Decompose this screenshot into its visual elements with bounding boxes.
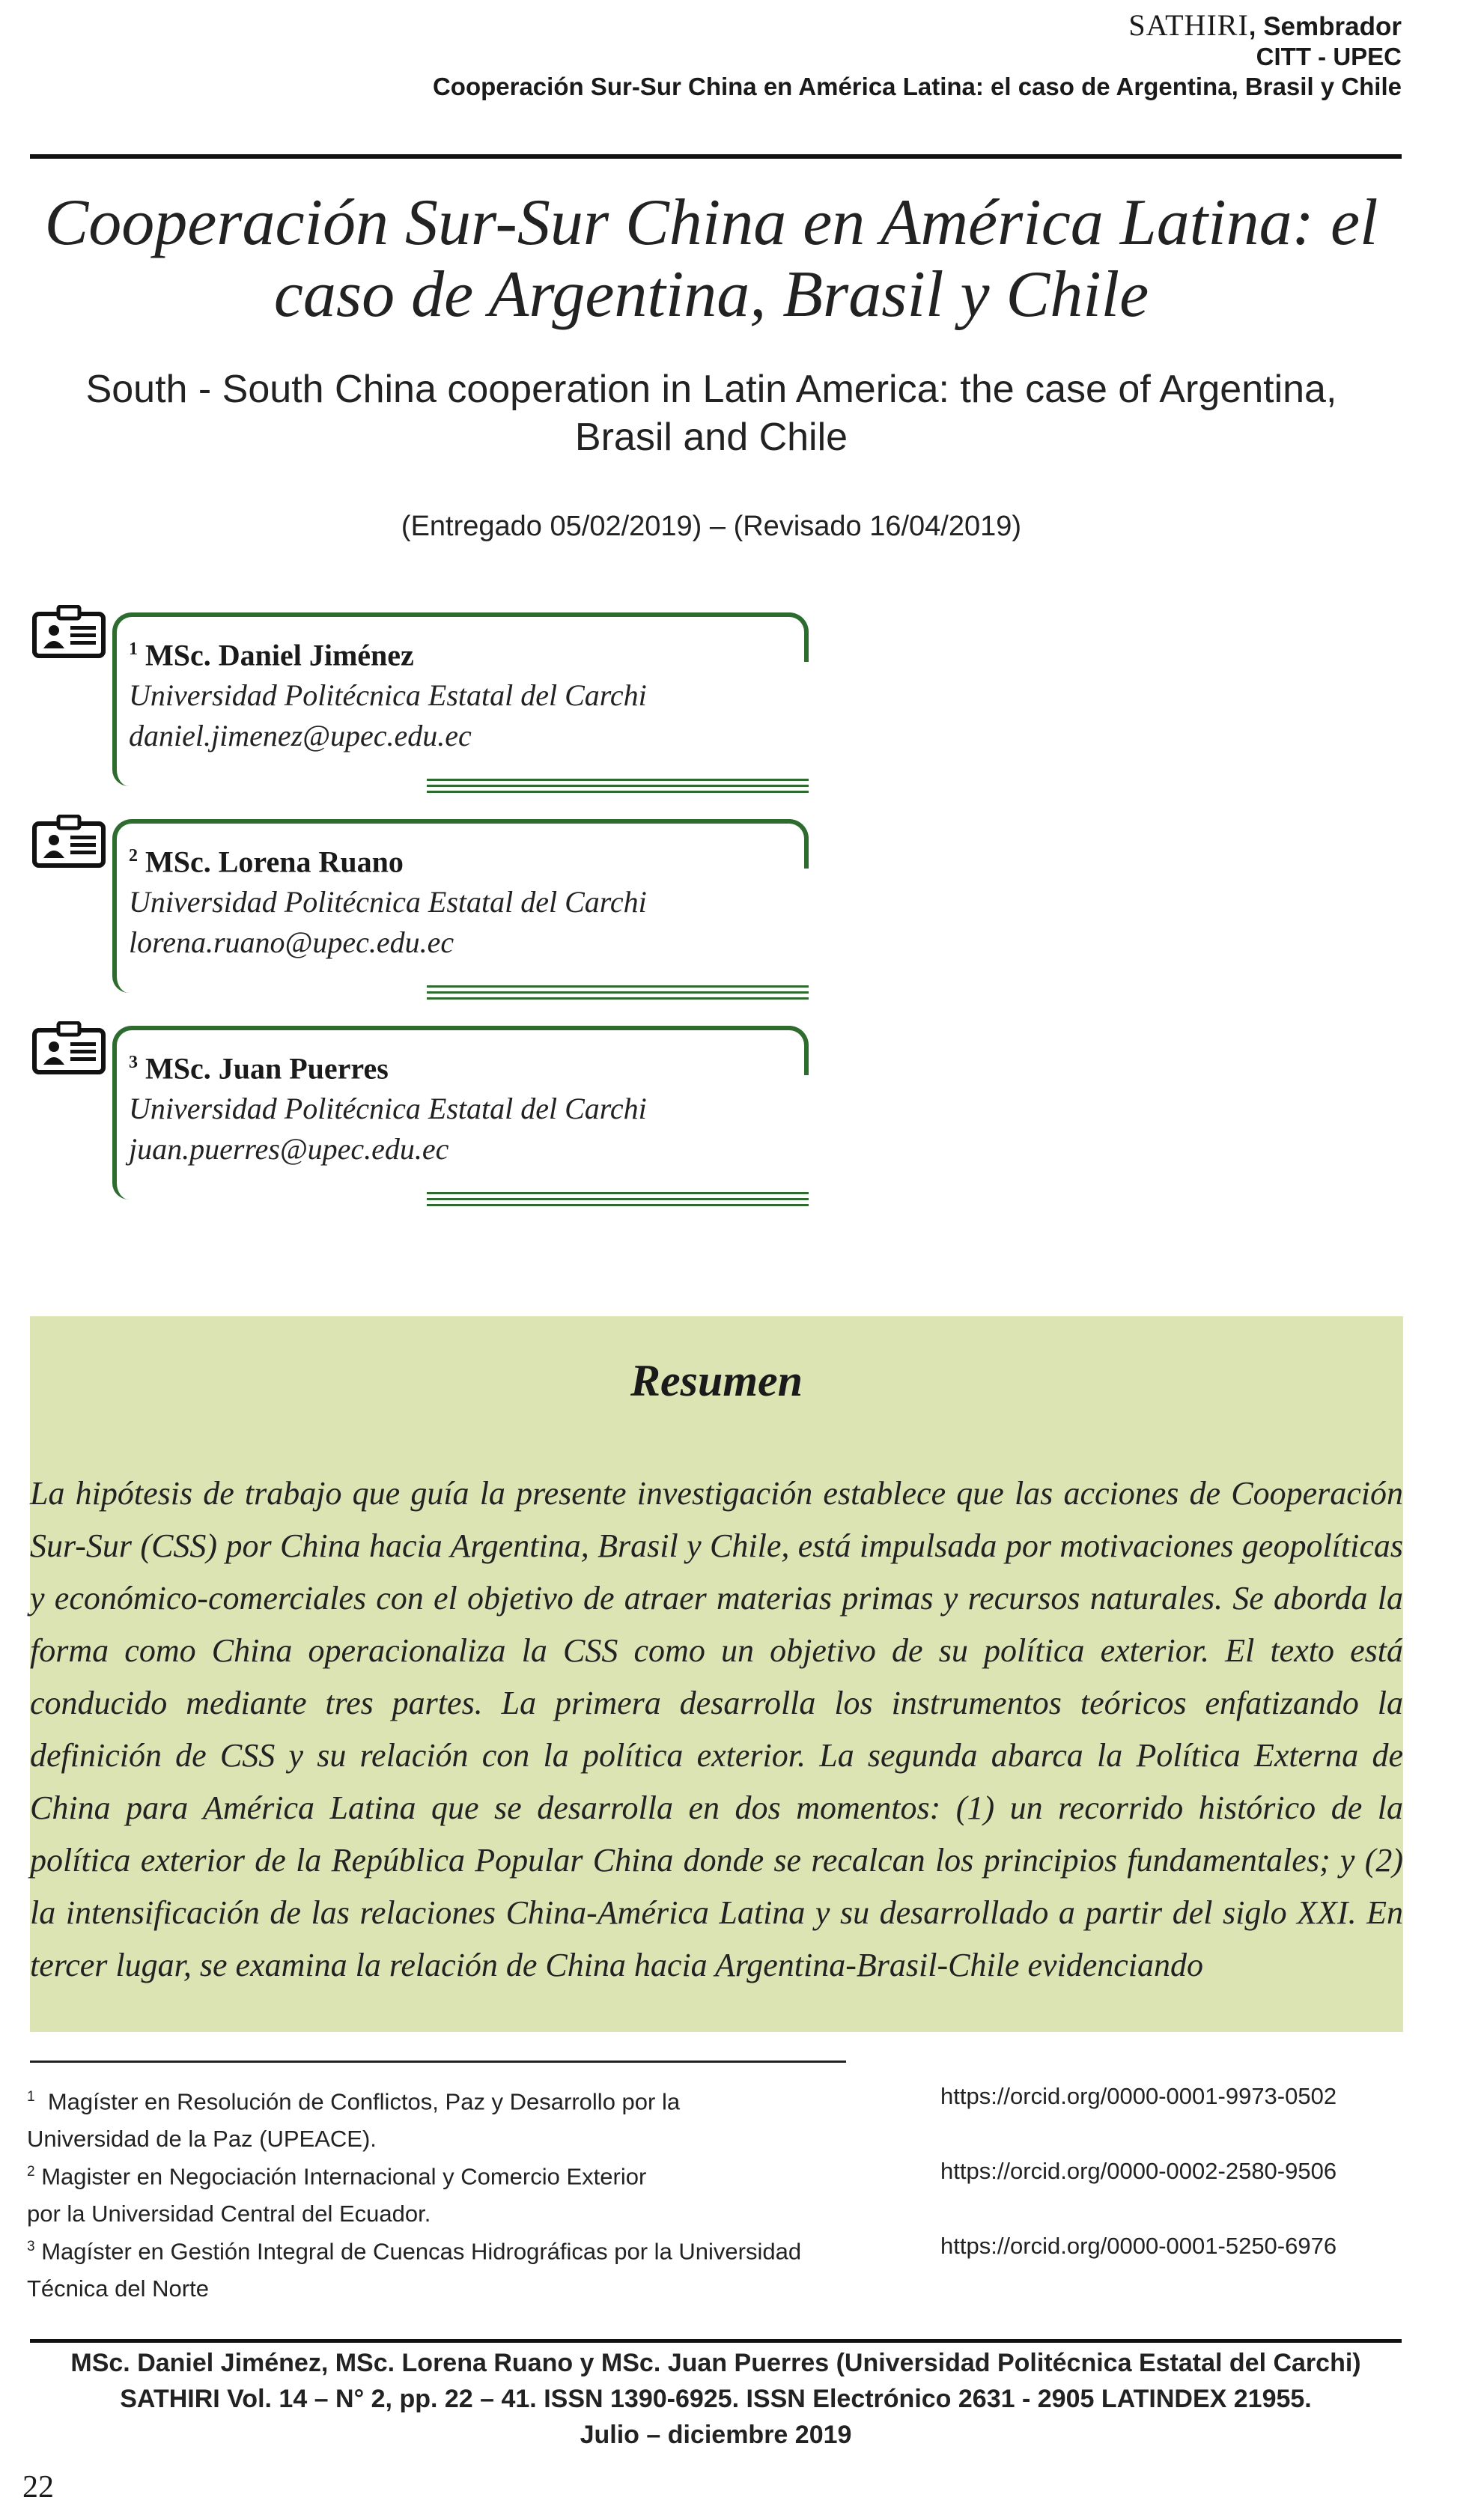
author-email: lorena.ruano@upec.edu.ec	[129, 925, 454, 960]
author-id-card-icon	[31, 815, 106, 869]
running-title: Cooperación Sur-Sur China en América Latina: el caso de Argentina, Brasil y Chile	[432, 73, 1402, 100]
publishing-unit: CITT - UPEC	[1256, 43, 1402, 70]
footer-divider	[30, 2339, 1402, 2343]
article-title-spanish	[15, 187, 1408, 331]
abstract-text: La hipótesis de trabajo que guía la presente investigación establece que las acciones de Cooperación Sur-Sur (CSS) por China hacia Argentina, Brasil y Chile, está impulsada por motivaciones geopolíticas y económico-comerciales con el objetivo de atraer materias primas y recursos naturales. Se aborda la forma como China operacionaliza la CSS como un objetivo de su política exterior. El texto está conducido mediante tres partes. La primera desarrolla los instrumentos teóricos enfatizando la definición de CSS y su relación con la política exterior. La segunda abarca la Política Externa de China para América Latina que se desarrolla en dos momentos: (1) un recorrido histórico de la política exterior de la República Popular China donde se recalcan los principios fundamentales; y (2) la intensificación de las relaciones China-América Latina y su desarrollado a partir del siglo XXI. En tercer lugar, se examina la relación de China hacia Argentina-Brasil-Chile evidenciando	[30, 1475, 1403, 1983]
author-id-card-icon	[31, 1021, 106, 1075]
abstract-heading: Resumen	[630, 1356, 803, 1405]
brand-subtitle: , Sembrador	[1248, 12, 1402, 41]
page-number: 22	[22, 2470, 54, 2505]
card-frame-corner	[774, 819, 809, 869]
header-divider	[30, 154, 1402, 159]
title-en-line-2: Brasil and Chile	[574, 416, 848, 459]
submission-dates: (Entregado 05/02/2019) – (Revisado 16/04/2019)	[401, 511, 1022, 542]
card-underline	[427, 1192, 809, 1210]
footnote-divider	[30, 2061, 846, 2063]
orcid-link[interactable]: https://orcid.org/0000-0002-2580-9506	[940, 2158, 1337, 2184]
author-affiliation: Universidad Politécnica Estatal del Carchi	[129, 1092, 647, 1126]
card-frame-corner	[774, 612, 809, 662]
author-card	[112, 819, 809, 996]
title-en-line-1: South - South China cooperation in Latin America: the case of Argentina,	[85, 368, 1337, 411]
author-id-card-icon	[31, 605, 106, 659]
author-name: $^1$ MSc. Daniel Jiménez	[129, 638, 414, 672]
author-name: $^3$ MSc. Juan Puerres	[129, 1051, 389, 1086]
author-affiliation: Universidad Politécnica Estatal del Carchi	[129, 885, 647, 919]
citation-footer	[30, 2345, 1402, 2453]
brand-name: SATHIRI	[1128, 8, 1249, 42]
card-underline	[427, 779, 809, 797]
title-es-line-2: caso de Argentina, Brasil y Chile	[273, 258, 1149, 331]
author-email: juan.puerres@upec.edu.ec	[129, 1132, 449, 1167]
card-frame-corner	[774, 1026, 809, 1075]
author-card	[112, 612, 809, 789]
author-affiliation: Universidad Politécnica Estatal del Carchi	[129, 678, 647, 713]
footer-period: Julio – diciembre 2019	[580, 2421, 852, 2449]
orcid-link[interactable]: https://orcid.org/0000-0001-9973-0502	[940, 2083, 1337, 2109]
running-header	[433, 10, 1402, 102]
footnote: $^2$ Magister en Negociación Internacional y Comercio Exterior por la Universidad Central del Ecuador.	[27, 2163, 647, 2227]
footnote: $^3$ Magíster en Gestión Integral de Cuencas Hidrográficas por la Universidad Técnica del Norte	[27, 2238, 802, 2302]
card-underline	[427, 985, 809, 1003]
author-card	[112, 1026, 809, 1202]
footer-authors: MSc. Daniel Jiménez, MSc. Lorena Ruano y MSc. Juan Puerres (Universidad Politécnica Estatal del Carchi)	[70, 2349, 1361, 2377]
footer-journal-info: SATHIRI Vol. 14 – N° 2, pp. 22 – 41. ISSN 1390-6925. ISSN Electrónico 2631 - 2905 LATINDEX 21955.	[120, 2385, 1312, 2413]
author-email: daniel.jimenez@upec.edu.ec	[129, 719, 472, 753]
title-es-line-1: Cooperación Sur-Sur China en América Latina: el	[44, 186, 1378, 259]
orcid-link[interactable]: https://orcid.org/0000-0001-5250-6976	[940, 2233, 1337, 2259]
article-title-english	[30, 365, 1393, 461]
author-name: $^2$ MSc. Lorena Ruano	[129, 845, 404, 879]
footnote: $^1$ Magíster en Resolución de Conflictos, Paz y Desarrollo por la Universidad de la Paz (UPEACE).	[27, 2088, 681, 2153]
journal-brand	[433, 10, 1402, 42]
